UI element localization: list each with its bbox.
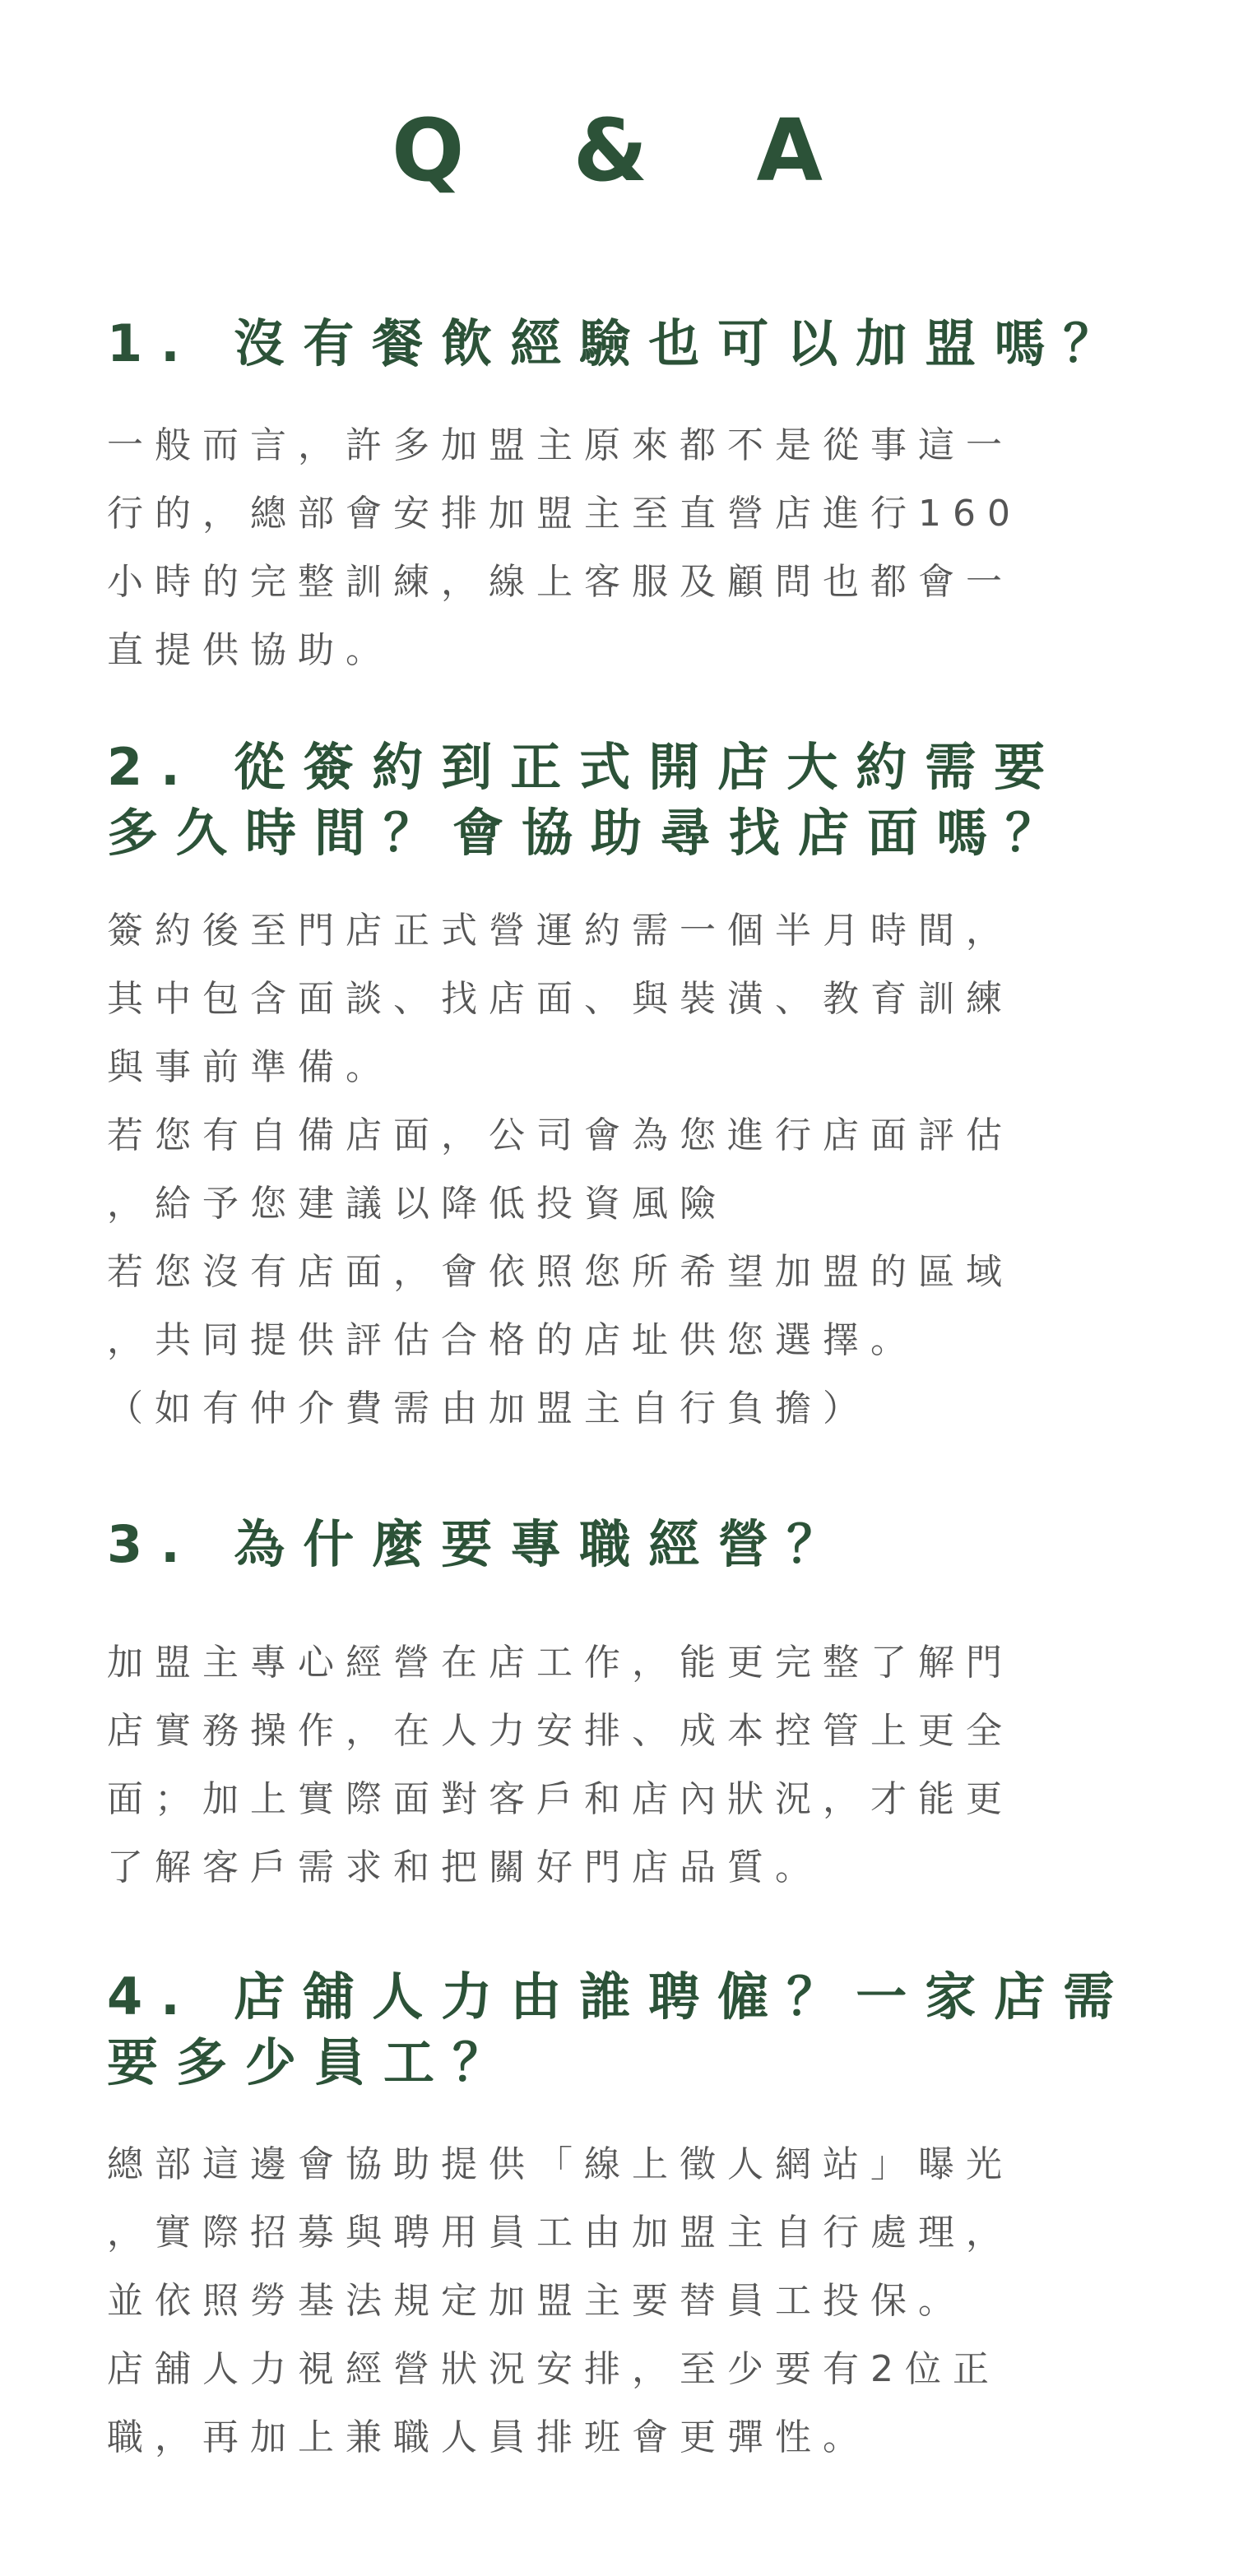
answer-2-line-7: ，共同提供評估合格的店址供您選擇。 (107, 1319, 918, 1361)
answer-2-line-4: 若您有自備店面，公司會為您進行店面評估 (107, 1114, 1014, 1156)
answer-2-line-1: 簽約後至門店正式營運約需一個半月時間， (107, 910, 1014, 952)
answer-1-line-4: 直提供協助。 (107, 629, 393, 671)
question-2-line-2: 多久時間？會協助尋找店面嗎？ (107, 803, 1075, 863)
answer-2-line-2: 其中包含面談、找店面、與裝潢、教育訓練 (107, 978, 1014, 1020)
question-2-line-1: 2. 從簽約到正式開店大約需要 (107, 737, 1064, 797)
answer-1 (107, 411, 1144, 684)
answer-3-line-1: 加盟主專心經營在店工作，能更完整了解門 (107, 1642, 1014, 1684)
question-3 (107, 1512, 1160, 1578)
question-3-line-1: 3. 為什麼要專職經營？ (107, 1514, 856, 1574)
answer-2 (107, 897, 1144, 1443)
question-1 (107, 311, 1160, 377)
answer-3-line-4: 了解客戶需求和把關好門店品質。 (107, 1846, 823, 1888)
answer-2-line-6: 若您沒有店面，會依照您所希望加盟的區域 (107, 1251, 1014, 1293)
page-title: Q & A (391, 100, 862, 201)
answer-2-line-8: （如有仲介費需由加盟主自行負擔） (107, 1388, 870, 1429)
answer-1-line-1: 一般而言，許多加盟主原來都不是從事這一 (107, 424, 1014, 466)
question-4-line-1: 4. 店舖人力由誰聘僱？一家店需 (107, 1967, 1133, 2027)
answer-4 (107, 2130, 1144, 2472)
answer-4-line-2: ，實際招募與聘用員工由加盟主自行處理， (107, 2212, 1014, 2254)
answer-2-line-3: 與事前準備。 (107, 1046, 393, 1088)
question-1-line-1: 1. 沒有餐飲經驗也可以加盟嗎？ (107, 313, 1133, 373)
question-2 (107, 734, 1160, 866)
answer-1-line-3: 小時的完整訓練，線上客服及顧問也都會一 (107, 561, 1014, 603)
answer-3-line-3: 面；加上實際面對客戶和店內狀況，才能更 (107, 1778, 1014, 1820)
question-4 (107, 1964, 1160, 2096)
answer-3-line-2: 店實務操作，在人力安排、成本控管上更全 (107, 1710, 1014, 1752)
answer-1-line-2: 行的，總部會安排加盟主至直營店進行160 (107, 493, 1022, 535)
question-4-line-2: 要多少員工？ (107, 2032, 522, 2092)
answer-2-line-5: ，給予您建議以降低投資風險 (107, 1183, 727, 1225)
answer-3 (107, 1629, 1144, 1902)
answer-4-line-4: 店舖人力視經營狀況安排，至少要有2位正 (107, 2348, 1000, 2390)
answer-4-line-1: 總部這邊會協助提供「線上徵人網站」曝光 (107, 2143, 1014, 2185)
answer-4-line-5: 職，再加上兼職人員排班會更彈性。 (107, 2416, 870, 2458)
answer-4-line-3: 並依照勞基法規定加盟主要替員工投保。 (107, 2280, 966, 2322)
